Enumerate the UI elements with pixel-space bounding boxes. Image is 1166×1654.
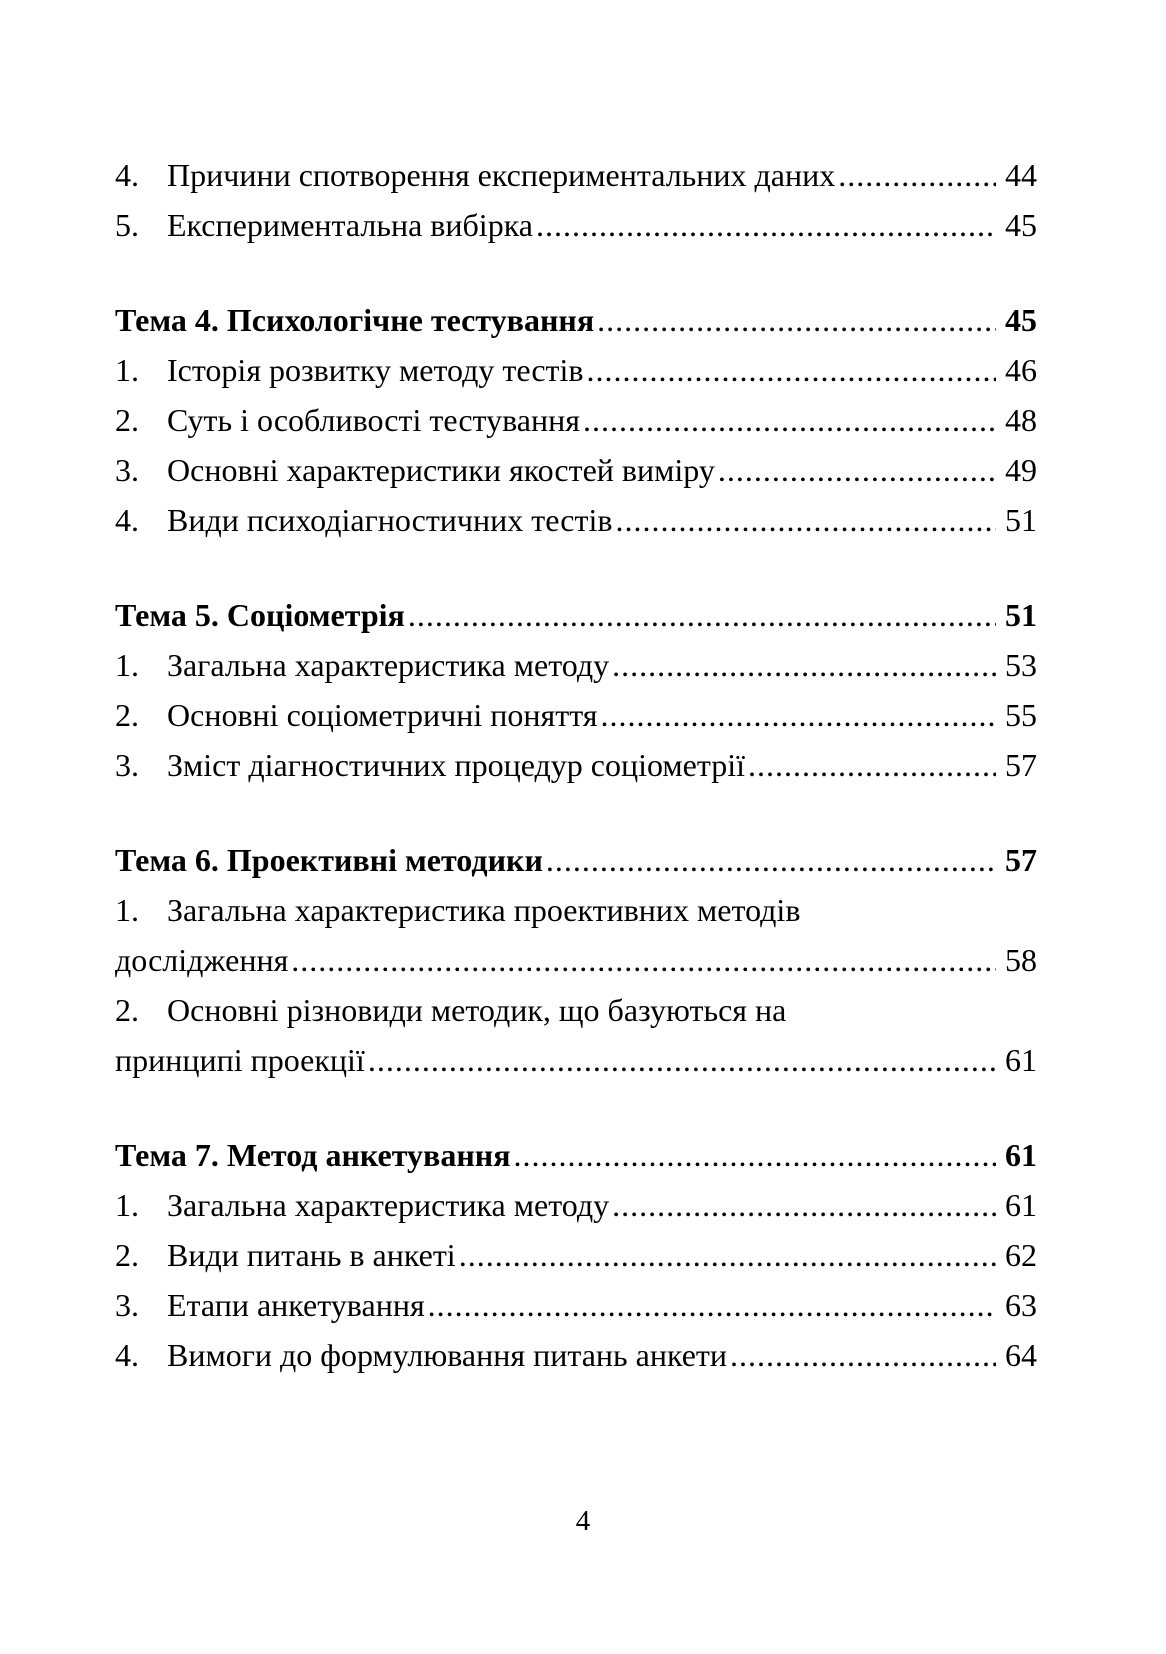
toc-heading-page: 45 bbox=[1005, 302, 1037, 338]
toc-heading-page: 61 bbox=[1005, 1137, 1037, 1173]
toc-entry-row bbox=[115, 690, 1037, 740]
toc-entry-number: 1. bbox=[115, 892, 139, 928]
toc-entry-page: 44 bbox=[1005, 157, 1037, 193]
toc-entry-title: Основні різновиди методик, що базуються на bbox=[167, 992, 787, 1028]
toc-entry-title: Причини спотворення експериментальних даних bbox=[167, 157, 836, 193]
toc-entry-row bbox=[115, 445, 1037, 495]
toc-heading-row bbox=[115, 295, 1037, 345]
toc-entry-page: 45 bbox=[1005, 207, 1037, 243]
dot-leader bbox=[715, 445, 996, 495]
toc-entry-number: 2. bbox=[115, 992, 139, 1028]
toc-entry-title: Загальна характеристика методу bbox=[167, 647, 610, 683]
toc-heading-row bbox=[115, 1130, 1037, 1180]
toc-heading-title: Тема 7. Метод анкетування bbox=[115, 1137, 511, 1173]
dot-leader bbox=[511, 1130, 997, 1180]
toc-entry-number: 1. bbox=[115, 647, 139, 683]
dot-leader bbox=[594, 295, 996, 345]
toc-entry-number: 3. bbox=[115, 452, 139, 488]
toc-entry-row bbox=[115, 345, 1037, 395]
toc-heading-title: Тема 5. Соціометрія bbox=[115, 597, 405, 633]
page-number-footer: 4 bbox=[575, 1505, 591, 1537]
toc-section bbox=[115, 835, 1037, 1085]
toc-heading-page: 51 bbox=[1005, 597, 1037, 633]
toc-entry-page: 48 bbox=[1005, 402, 1037, 438]
toc-entry-continuation-row bbox=[115, 1035, 1037, 1085]
toc-entry-title-continuation: дослідження bbox=[115, 942, 289, 978]
toc-entry-row bbox=[115, 495, 1037, 545]
dot-leader bbox=[288, 935, 996, 985]
toc-entry-number: 1. bbox=[115, 352, 139, 388]
toc-entry-page: 49 bbox=[1005, 452, 1037, 488]
toc-entry-row bbox=[115, 1330, 1037, 1380]
toc-entry-row bbox=[115, 1180, 1037, 1230]
toc-entry-page: 57 bbox=[1005, 747, 1037, 783]
toc-heading-page: 57 bbox=[1005, 842, 1037, 878]
toc-entry-title: Етапи анкетування bbox=[167, 1287, 425, 1323]
toc-entry-title: Суть і особливості тестування bbox=[167, 402, 580, 438]
toc-entry-title: Види питань в анкеті bbox=[167, 1237, 456, 1273]
toc-section bbox=[115, 150, 1037, 250]
toc-entry-number: 2. bbox=[115, 697, 139, 733]
toc-entry-number: 4. bbox=[115, 157, 139, 193]
toc-entry-title: Історія розвитку методу тестів bbox=[167, 352, 584, 388]
toc-entry-number: 3. bbox=[115, 1287, 139, 1323]
toc-entry-page: 61 bbox=[1005, 1042, 1037, 1078]
toc-heading-title: Тема 6. Проективні методики bbox=[115, 842, 543, 878]
toc-section bbox=[115, 1130, 1037, 1380]
toc-entry-page: 62 bbox=[1005, 1237, 1037, 1273]
toc-entry-title-continuation: принципі проекції bbox=[115, 1042, 365, 1078]
dot-leader bbox=[609, 640, 996, 690]
toc-entry-row bbox=[115, 640, 1037, 690]
toc-entry-row bbox=[115, 985, 1037, 1035]
dot-leader bbox=[609, 1180, 996, 1230]
toc-entry-row bbox=[115, 1230, 1037, 1280]
toc-entry-page: 63 bbox=[1005, 1287, 1037, 1323]
dot-leader bbox=[543, 835, 996, 885]
toc-entry-row bbox=[115, 200, 1037, 250]
toc-entry-row bbox=[115, 740, 1037, 790]
toc-entry-title: Зміст діагностичних процедур соціометрії bbox=[167, 747, 745, 783]
toc-entry-page: 58 bbox=[1005, 942, 1037, 978]
toc-entry-title: Загальна характеристика проективних методів bbox=[167, 892, 801, 928]
table-of-contents bbox=[115, 150, 1037, 1380]
dot-leader bbox=[405, 590, 996, 640]
toc-entry-title: Вимоги до формулювання питань анкети bbox=[167, 1337, 728, 1373]
toc-entry-row bbox=[115, 885, 1037, 935]
toc-entry-title: Основні соціометричні поняття bbox=[167, 697, 598, 733]
toc-entry-page: 53 bbox=[1005, 647, 1037, 683]
toc-heading-title: Тема 4. Психологічне тестування bbox=[115, 302, 595, 338]
toc-entry-page: 46 bbox=[1005, 352, 1037, 388]
toc-entry-number: 3. bbox=[115, 747, 139, 783]
dot-leader bbox=[425, 1280, 996, 1330]
toc-section bbox=[115, 590, 1037, 790]
dot-leader bbox=[745, 740, 996, 790]
toc-entry-page: 55 bbox=[1005, 697, 1037, 733]
toc-entry-number: 4. bbox=[115, 1337, 139, 1373]
toc-entry-number: 1. bbox=[115, 1187, 139, 1223]
toc-entry-page: 61 bbox=[1005, 1187, 1037, 1223]
dot-leader bbox=[597, 690, 996, 740]
toc-entry-number: 4. bbox=[115, 502, 139, 538]
toc-entry-row bbox=[115, 150, 1037, 200]
toc-entry-row bbox=[115, 395, 1037, 445]
dot-leader bbox=[584, 345, 996, 395]
toc-heading-row bbox=[115, 835, 1037, 885]
toc-section bbox=[115, 295, 1037, 545]
dot-leader bbox=[365, 1035, 996, 1085]
dot-leader bbox=[580, 395, 996, 445]
dot-leader bbox=[727, 1330, 996, 1380]
dot-leader bbox=[612, 495, 996, 545]
toc-entry-number: 2. bbox=[115, 1237, 139, 1273]
dot-leader bbox=[533, 200, 996, 250]
toc-entry-continuation-row bbox=[115, 935, 1037, 985]
dot-leader bbox=[456, 1230, 996, 1280]
toc-entry-title: Види психодіагностичних тестів bbox=[167, 502, 613, 538]
toc-entry-page: 64 bbox=[1005, 1337, 1037, 1373]
toc-heading-row bbox=[115, 590, 1037, 640]
toc-entry-title: Експериментальна вибірка bbox=[167, 207, 533, 243]
toc-entry-title: Загальна характеристика методу bbox=[167, 1187, 610, 1223]
toc-entry-page: 51 bbox=[1005, 502, 1037, 538]
toc-entry-title: Основні характеристики якостей виміру bbox=[167, 452, 715, 488]
toc-entry-row bbox=[115, 1280, 1037, 1330]
dot-leader bbox=[835, 150, 996, 200]
toc-entry-number: 2. bbox=[115, 402, 139, 438]
toc-entry-number: 5. bbox=[115, 207, 139, 243]
